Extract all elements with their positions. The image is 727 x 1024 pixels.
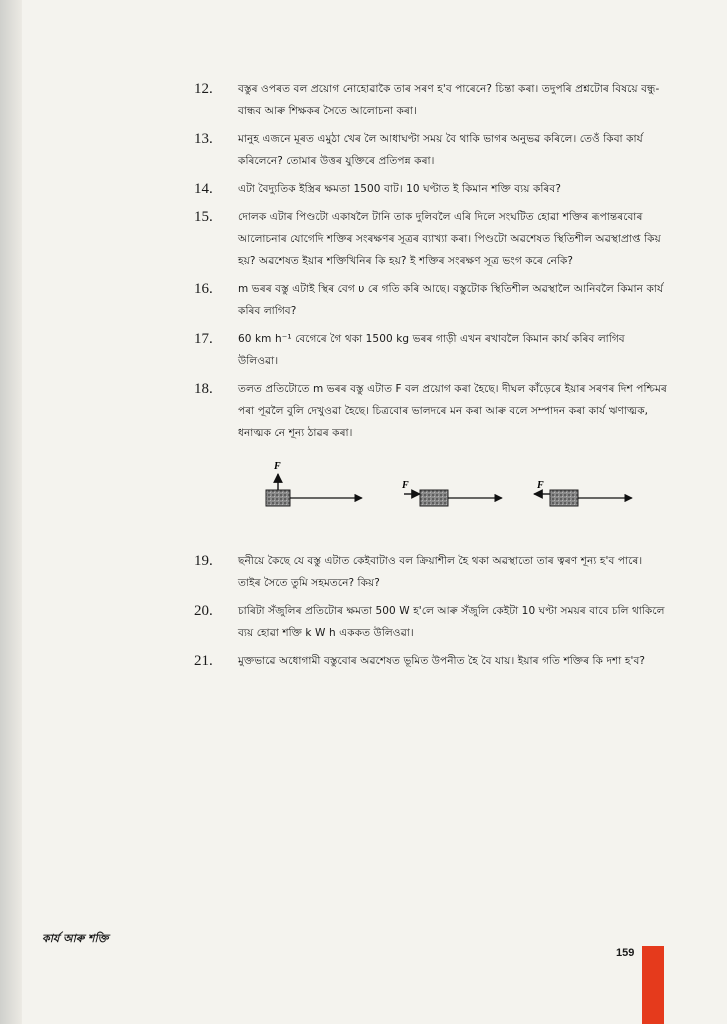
force-displacement-diagram — [198, 458, 668, 528]
question-text: m ভৰৰ বস্তু এটাই স্থিৰ বেগ υ ৰে গতি কৰি আছে। বস্তুটোক স্থিতিশীল অৱস্থালৈ আনিবলৈ কিমান কাৰ্য কৰিব লাগিব? — [238, 283, 664, 317]
question-15 — [194, 206, 668, 272]
chapter-title: কাৰ্য আৰু শক্তি — [42, 932, 109, 945]
page-number: 159 — [616, 947, 635, 959]
block — [266, 490, 290, 506]
block — [420, 490, 448, 506]
case-force-along-displacement — [401, 480, 502, 506]
question-text: দোলক এটাৰ পিণ্ডটো একাষলৈ টানি তাক দুলিবলৈ এৰি দিলে সংঘটিত হোৱা শক্তিৰ ৰূপান্তৰবোৰ আলোচনাৰ যোগেদি শক্তিৰ সংৰক্ষণৰ সূত্ৰৰ ব্যাখ্যা কৰা। পিণ্ডটো অৱশেষত স্থিতিশীল অৱস্থাপ্ৰাপ্ত কিয় হয়? অৱশেষত ইয়াৰ শক্তিখিনিৰ কি হয়? ই শক্তিৰ সংৰক্ষণ সূত্ৰ ভংগ কৰে নেকি? — [238, 211, 661, 267]
question-number: 13. — [194, 131, 213, 147]
exercise-questions — [194, 78, 668, 678]
question-14 — [194, 178, 668, 200]
question-number: 12. — [194, 81, 213, 97]
force-label: F — [402, 480, 409, 491]
question-18 — [194, 378, 668, 444]
question-20 — [194, 600, 668, 644]
question-number: 15. — [194, 209, 213, 225]
question-number: 16. — [194, 281, 213, 297]
question-12 — [194, 78, 668, 122]
question-13 — [194, 128, 668, 172]
question-text: 60 km h⁻¹ বেগেৰে গৈ থকা 1500 kg ভৰৰ গাড়ী এখন ৰখাবলৈ কিমান কাৰ্য কৰিব লাগিব উলিওৱা। — [238, 333, 625, 367]
question-number: 14. — [194, 181, 213, 197]
question-text: বস্তুৰ ওপৰত বল প্ৰয়োগ নোহোৱাকৈ তাৰ সৰণ হ'ব পাৰেনে? চিন্তা কৰা। তদুপৰি প্ৰশ্নটোৰ বিষয়ে বন্ধু-বান্ধব আৰু শিক্ষকৰ সৈতে আলোচনা কৰা। — [238, 83, 660, 117]
question-text: মুক্তভাৱে অধোগামী বস্তুবোৰ অৱশেষত ভূমিত উপনীত হৈ বৈ যায়। ইয়াৰ গতি শক্তিৰ কি দশা হ'ব? — [238, 655, 646, 667]
question-text: তলত প্ৰতিটোতে m ভৰৰ বস্তু এটাত F বল প্ৰয়োগ কৰা হৈছে। দীঘল কাঁড়েৰে ইয়াৰ সৰণৰ দিশ পশ্চিমৰ পৰা পূৱলৈ বুলি দেখুওৱা হৈছে। চিত্ৰবোৰ ভালদৰে মন কৰা আৰু বলে সম্পাদন কৰা কাৰ্য ঋণাত্মক, ধনাত্মক নে শূন্য ঠাৱৰ কৰা। — [238, 383, 667, 439]
question-number: 21. — [194, 653, 213, 669]
force-diagram-svg — [256, 458, 636, 528]
force-label: F — [537, 480, 544, 491]
page-gutter-shadow — [0, 0, 22, 1024]
case-force-opposite-displacement — [534, 480, 632, 506]
force-label: F — [274, 461, 281, 472]
question-17 — [194, 328, 668, 372]
page-edge-tab — [642, 946, 664, 1024]
question-text: ছনীয়ে কৈছে যে বস্তু এটাত কেইবাটাও বল ক্ৰিয়াশীল হৈ থকা অৱস্থাতো তাৰ ত্বৰণ শূন্য হ'ব পাৰে। তাইৰ সৈতে তুমি সহমতনে? কিয়? — [238, 555, 643, 589]
question-text: এটা বৈদ্যুতিক ইস্ত্ৰিৰ ক্ষমতা 1500 বাট। 10 ঘণ্টাত ই কিমান শক্তি ব্যয় কৰিব? — [238, 183, 562, 195]
block — [550, 490, 578, 506]
question-number: 18. — [194, 381, 213, 397]
question-number: 17. — [194, 331, 213, 347]
question-number: 20. — [194, 603, 213, 619]
question-16 — [194, 278, 668, 322]
question-number: 19. — [194, 553, 213, 569]
question-19 — [194, 550, 668, 594]
case-force-perpendicular — [266, 461, 362, 506]
question-text: চাৰিটা সঁজুলিৰ প্ৰতিটোৰ ক্ষমতা 500 W হ'লে আৰু সঁজুলি কেইটা 10 ঘণ্টা সময়ৰ বাবে চলি থাকিলে ব্যয় হোৱা শক্তি k W h এককত উলিওৱা। — [238, 605, 665, 639]
question-21 — [194, 650, 668, 672]
question-text: মানুহ এজনে মূৰত এমুঠা খেৰ লৈ আধাঘণ্টা সময় বৈ থাকি ভাগৰ অনুভৱ কৰিলে। তেওঁ কিবা কাৰ্য কৰিলেনে? তোমাৰ উত্তৰ যুক্তিৰে প্ৰতিপন্ন কৰা। — [238, 133, 643, 167]
